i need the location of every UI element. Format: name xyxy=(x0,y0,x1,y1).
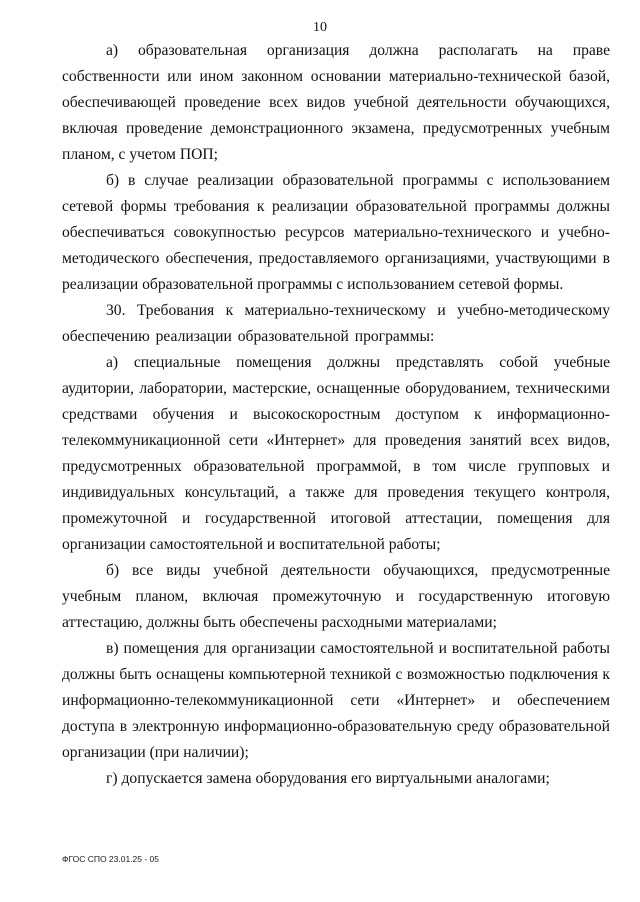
paragraph-b-network-form: б) в случае реализации образовательной программы с использованием сетевой формы требования к реализации образовательной программы должны обеспечиваться совокупностью ресурсов материально-технического и учебно-методического обеспечения, предоставляемого организациями, участвующими в реализации образовательной программы с использованием сетевой формы. xyxy=(62,172,610,293)
paragraph-30-requirements: 30. Требования к материально-техническому и учебно-методическому обеспечению реализации образовательной программы: xyxy=(62,302,610,345)
document-code-footer: ФГОС СПО 23.01.25 - 05 xyxy=(62,854,160,864)
paragraph-v-computer-equipment: в) помещения для организации самостоятельной и воспитательной работы должны быть оснащены компьютерной техникой с возможностью подключения к информационно-телекоммуникационной сети «Интернет» и обеспечением доступа в электронную информационно-образовательную среду образовательной организации (при наличии); xyxy=(62,640,610,761)
paragraph-g-virtual-analogs: г) допускается замена оборудования его виртуальными аналогами; xyxy=(106,770,550,787)
paragraph-a-special-rooms: а) специальные помещения должны представлять собой учебные аудитории, лаборатории, мастерские, оснащенные оборудованием, техническими средствами обучения и высокоскоростным доступом к информационно-телекоммуникационной сети «Интернет» для проведения занятий всех видов, предусмотренных образовательной программой, в том числе групповых и индивидуальных консультаций, а также для проведения текущего контроля, промежуточной и государственной итоговой аттестации, помещения для организации самостоятельной и воспитательной работы; xyxy=(62,354,610,553)
paragraph-b-consumables: б) все виды учебной деятельности обучающихся, предусмотренные учебным планом, включая промежуточную и государственную итоговую аттестацию, должны быть обеспечены расходными материалами; xyxy=(62,562,610,631)
document-body xyxy=(62,38,610,792)
page-number: 10 xyxy=(313,20,327,35)
paragraph-a-material-base: а) образовательная организация должна располагать на праве собственности или ином законном основании материально-технической базой, обеспечивающей проведение всех видов учебной деятельности обучающихся, включая проведение демонстрационного экзамена, предусмотренных учебным планом, с учетом ПОП; xyxy=(62,42,610,163)
